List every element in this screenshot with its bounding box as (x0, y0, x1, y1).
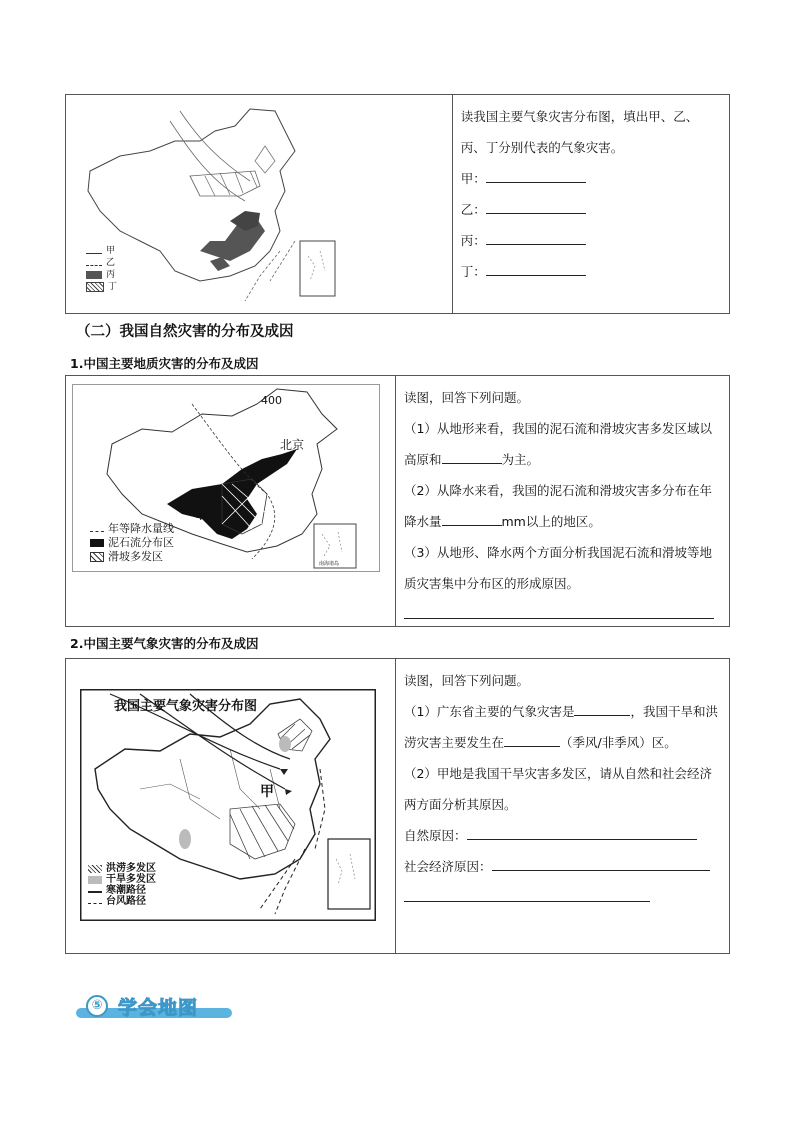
intro-text: 读图，回答下列问题。 (403, 390, 529, 405)
answer-line (404, 882, 719, 913)
weather-disaster-map (80, 101, 340, 306)
answer-blank[interactable] (574, 714, 630, 716)
fill-bing: 丙： (461, 225, 719, 256)
weather-map-cell (66, 95, 453, 313)
map-title: 我国主要气象灾害分布图 (114, 699, 258, 714)
table-weather-disaster-analysis (65, 658, 730, 954)
geology-map-legend (90, 522, 174, 564)
answer-blank[interactable] (486, 243, 586, 245)
answer-blank[interactable] (486, 274, 586, 276)
subsection-heading-geology: 1.中国主要地质灾害的分布及成因 (70, 356, 259, 371)
table-geological-disaster (65, 375, 730, 627)
intro-text: 读图，回答下列问题。 (403, 673, 529, 688)
weather2-question-cell (396, 659, 729, 953)
legend-item: 丁 (86, 281, 117, 293)
table-weather-disaster-fill (65, 94, 730, 314)
legend-item: 乙 (86, 257, 117, 269)
fill-yi: 乙： (461, 194, 719, 225)
question-1: （1）从地形来看，我国的泥石流和滑坡灾害多发区域以高原和 为主。 (403, 421, 712, 467)
answer-blank[interactable] (467, 838, 697, 840)
legend-item: 台风路径 (88, 896, 156, 907)
legend-item: 寒潮路径 (88, 885, 156, 896)
answer-line (404, 599, 719, 630)
weather-question-cell (453, 95, 729, 313)
weather2-map-cell (66, 659, 396, 953)
map-label-jia: 甲 (260, 784, 274, 800)
fill-ding: 丁： (461, 256, 719, 287)
legend-item: 泥石流分布区 (90, 536, 174, 550)
answer-blank[interactable] (442, 462, 502, 464)
legend-item: 甲 (86, 245, 117, 257)
badge-number: ⑤ (86, 995, 108, 1017)
isoline-label-bottom: 400 (196, 510, 217, 523)
question-3: （3）从地形、降水两个方面分析我国泥石流和滑坡等地质灾害集中分布区的形成原因。 (403, 545, 712, 591)
isoline-label-top: 400 (261, 394, 282, 407)
answer-blank[interactable] (504, 745, 560, 747)
answer-blank[interactable] (486, 181, 586, 183)
answer-blank[interactable] (442, 524, 502, 526)
geology-question-cell (396, 376, 729, 626)
answer-blank[interactable] (404, 900, 650, 902)
answer-blank[interactable] (404, 617, 714, 619)
legend-item: 干旱多发区 (88, 874, 156, 885)
badge-text: 学会地图 (118, 997, 199, 1019)
geology-map-cell (66, 376, 396, 626)
weather2-map-legend (88, 863, 156, 907)
inset-label: 南海诸岛 (319, 561, 340, 567)
city-label-beijing: 北京 (280, 438, 305, 452)
legend-item: 滑坡多发区 (90, 550, 174, 564)
natural-reason: 自然原因： (404, 820, 719, 851)
legend-item: 年等降水量线 (90, 522, 174, 536)
section-heading: （二）我国自然灾害的分布及成因 (76, 324, 294, 340)
question-2: （2）甲地是我国干旱灾害多发区，请从自然和社会经济两方面分析其原因。 (403, 766, 712, 812)
section-badge (72, 994, 232, 1020)
question-2: （2）从降水来看，我国的泥石流和滑坡灾害多分布在年降水量 mm以上的地区。 (403, 483, 712, 529)
answer-blank[interactable] (492, 869, 710, 871)
social-reason: 社会经济原因： (404, 851, 719, 882)
subsection-heading-weather: 2.中国主要气象灾害的分布及成因 (70, 636, 259, 651)
fill-jia: 甲： (461, 163, 719, 194)
weather-map-legend (86, 245, 117, 293)
legend-item: 洪涝多发区 (88, 863, 156, 874)
question-1: （1）广东省主要的气象灾害是 ，我国干旱和洪涝灾害主要发生在 （季风/非季风）区。 (403, 704, 718, 750)
question-text: 读我国主要气象灾害分布图，填出甲、乙、丙、丁分别代表的气象灾害。 (460, 109, 699, 155)
answer-blank[interactable] (486, 212, 586, 214)
legend-item: 丙 (86, 269, 117, 281)
